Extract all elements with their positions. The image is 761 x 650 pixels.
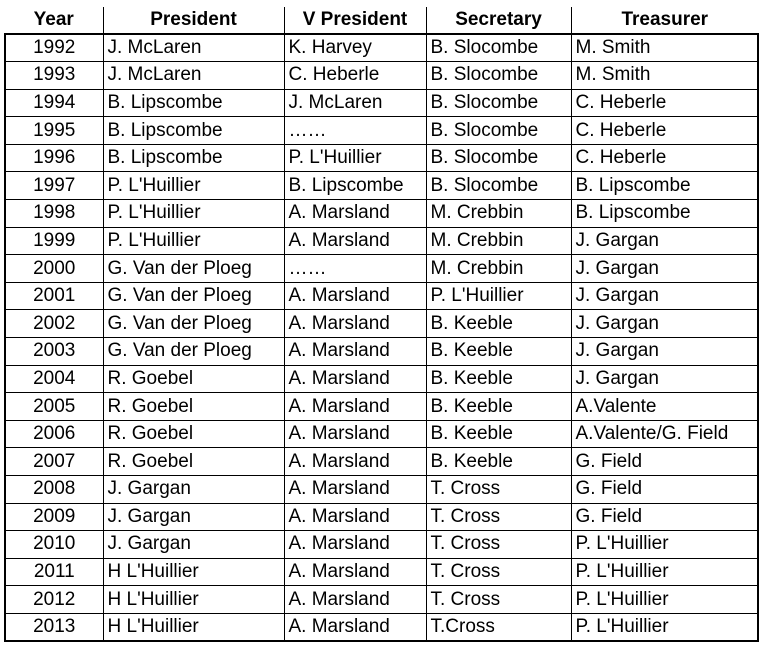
- year-cell: 1993: [5, 62, 103, 90]
- president-cell: J. Gargan: [103, 503, 284, 531]
- president-cell: G. Van der Ploeg: [103, 310, 284, 338]
- table-header: [5, 7, 758, 34]
- table-row: [5, 531, 758, 559]
- president-cell: B. Lipscombe: [103, 144, 284, 172]
- vice-president-cell: A. Marsland: [284, 338, 426, 366]
- table-row: [5, 200, 758, 228]
- year-cell: 2004: [5, 365, 103, 393]
- table-row: [5, 613, 758, 641]
- treasurer-cell: A.Valente/G. Field: [571, 420, 758, 448]
- table-row: [5, 448, 758, 476]
- president-cell: H L'Huillier: [103, 558, 284, 586]
- treasurer-cell: C. Heberle: [571, 117, 758, 145]
- year-cell: 2011: [5, 558, 103, 586]
- treasurer-cell: P. L'Huillier: [571, 558, 758, 586]
- vice-president-cell: A. Marsland: [284, 558, 426, 586]
- header-vice-president: V President: [284, 7, 426, 34]
- secretary-cell: B. Slocombe: [426, 117, 571, 145]
- table-row: [5, 255, 758, 283]
- vice-president-cell: J. McLaren: [284, 89, 426, 117]
- vice-president-cell: A. Marsland: [284, 393, 426, 421]
- treasurer-cell: P. L'Huillier: [571, 586, 758, 614]
- year-cell: 2003: [5, 338, 103, 366]
- vice-president-cell: ……: [284, 117, 426, 145]
- treasurer-cell: B. Lipscombe: [571, 172, 758, 200]
- secretary-cell: M. Crebbin: [426, 200, 571, 228]
- vice-president-cell: A. Marsland: [284, 476, 426, 504]
- secretary-cell: M. Crebbin: [426, 227, 571, 255]
- year-cell: 2010: [5, 531, 103, 559]
- treasurer-cell: P. L'Huillier: [571, 613, 758, 641]
- treasurer-cell: B. Lipscombe: [571, 200, 758, 228]
- president-cell: G. Van der Ploeg: [103, 338, 284, 366]
- year-cell: 1995: [5, 117, 103, 145]
- treasurer-cell: G. Field: [571, 503, 758, 531]
- treasurer-cell: C. Heberle: [571, 144, 758, 172]
- year-cell: 1996: [5, 144, 103, 172]
- president-cell: R. Goebel: [103, 420, 284, 448]
- treasurer-cell: A.Valente: [571, 393, 758, 421]
- vice-president-cell: A. Marsland: [284, 586, 426, 614]
- treasurer-cell: G. Field: [571, 476, 758, 504]
- secretary-cell: B. Slocombe: [426, 144, 571, 172]
- treasurer-cell: J. Gargan: [571, 255, 758, 283]
- vice-president-cell: A. Marsland: [284, 420, 426, 448]
- vice-president-cell: A. Marsland: [284, 310, 426, 338]
- header-secretary: Secretary: [426, 7, 571, 34]
- secretary-cell: M. Crebbin: [426, 255, 571, 283]
- year-cell: 2005: [5, 393, 103, 421]
- vice-president-cell: A. Marsland: [284, 200, 426, 228]
- treasurer-cell: G. Field: [571, 448, 758, 476]
- year-cell: 2000: [5, 255, 103, 283]
- secretary-cell: B. Slocombe: [426, 89, 571, 117]
- year-cell: 1999: [5, 227, 103, 255]
- president-cell: J. McLaren: [103, 62, 284, 90]
- secretary-cell: B. Keeble: [426, 365, 571, 393]
- table-row: [5, 503, 758, 531]
- table-row: [5, 144, 758, 172]
- year-cell: 2006: [5, 420, 103, 448]
- president-cell: B. Lipscombe: [103, 117, 284, 145]
- treasurer-cell: M. Smith: [571, 62, 758, 90]
- table-row: [5, 310, 758, 338]
- year-cell: 2012: [5, 586, 103, 614]
- year-cell: 2013: [5, 613, 103, 641]
- vice-president-cell: A. Marsland: [284, 282, 426, 310]
- president-cell: J. Gargan: [103, 476, 284, 504]
- treasurer-cell: P. L'Huillier: [571, 531, 758, 559]
- vice-president-cell: A. Marsland: [284, 531, 426, 559]
- officers-table: [4, 7, 759, 642]
- year-cell: 2002: [5, 310, 103, 338]
- president-cell: J. McLaren: [103, 34, 284, 62]
- president-cell: P. L'Huillier: [103, 227, 284, 255]
- vice-president-cell: K. Harvey: [284, 34, 426, 62]
- secretary-cell: P. L'Huillier: [426, 282, 571, 310]
- secretary-cell: B. Slocombe: [426, 34, 571, 62]
- treasurer-cell: M. Smith: [571, 34, 758, 62]
- secretary-cell: B. Keeble: [426, 338, 571, 366]
- vice-president-cell: P. L'Huillier: [284, 144, 426, 172]
- secretary-cell: T. Cross: [426, 476, 571, 504]
- secretary-cell: T. Cross: [426, 586, 571, 614]
- treasurer-cell: J. Gargan: [571, 365, 758, 393]
- table-row: [5, 586, 758, 614]
- table-row: [5, 338, 758, 366]
- secretary-cell: T. Cross: [426, 558, 571, 586]
- year-cell: 1997: [5, 172, 103, 200]
- president-cell: R. Goebel: [103, 365, 284, 393]
- table-row: [5, 393, 758, 421]
- table-row: [5, 89, 758, 117]
- table-row: [5, 117, 758, 145]
- president-cell: P. L'Huillier: [103, 172, 284, 200]
- vice-president-cell: A. Marsland: [284, 613, 426, 641]
- table-row: [5, 282, 758, 310]
- header-president: President: [103, 7, 284, 34]
- secretary-cell: B. Keeble: [426, 393, 571, 421]
- president-cell: R. Goebel: [103, 393, 284, 421]
- vice-president-cell: A. Marsland: [284, 365, 426, 393]
- treasurer-cell: J. Gargan: [571, 282, 758, 310]
- treasurer-cell: J. Gargan: [571, 227, 758, 255]
- header-year: Year: [5, 7, 103, 34]
- table-row: [5, 558, 758, 586]
- president-cell: R. Goebel: [103, 448, 284, 476]
- treasurer-cell: C. Heberle: [571, 89, 758, 117]
- president-cell: G. Van der Ploeg: [103, 255, 284, 283]
- vice-president-cell: C. Heberle: [284, 62, 426, 90]
- vice-president-cell: A. Marsland: [284, 503, 426, 531]
- president-cell: H L'Huillier: [103, 586, 284, 614]
- table-row: [5, 420, 758, 448]
- president-cell: P. L'Huillier: [103, 200, 284, 228]
- table-body: [5, 34, 758, 641]
- year-cell: 1992: [5, 34, 103, 62]
- year-cell: 2007: [5, 448, 103, 476]
- table-row: [5, 365, 758, 393]
- vice-president-cell: ……: [284, 255, 426, 283]
- year-cell: 2008: [5, 476, 103, 504]
- secretary-cell: B. Slocombe: [426, 172, 571, 200]
- year-cell: 2009: [5, 503, 103, 531]
- year-cell: 1998: [5, 200, 103, 228]
- header-row: [5, 7, 758, 34]
- year-cell: 2001: [5, 282, 103, 310]
- treasurer-cell: J. Gargan: [571, 310, 758, 338]
- secretary-cell: T.Cross: [426, 613, 571, 641]
- table-row: [5, 227, 758, 255]
- table-row: [5, 34, 758, 62]
- secretary-cell: B. Keeble: [426, 310, 571, 338]
- president-cell: J. Gargan: [103, 531, 284, 559]
- table-row: [5, 476, 758, 504]
- secretary-cell: T. Cross: [426, 531, 571, 559]
- president-cell: B. Lipscombe: [103, 89, 284, 117]
- president-cell: G. Van der Ploeg: [103, 282, 284, 310]
- header-treasurer: Treasurer: [571, 7, 758, 34]
- secretary-cell: B. Keeble: [426, 448, 571, 476]
- president-cell: H L'Huillier: [103, 613, 284, 641]
- treasurer-cell: J. Gargan: [571, 338, 758, 366]
- secretary-cell: T. Cross: [426, 503, 571, 531]
- secretary-cell: B. Slocombe: [426, 62, 571, 90]
- table-row: [5, 172, 758, 200]
- year-cell: 1994: [5, 89, 103, 117]
- secretary-cell: B. Keeble: [426, 420, 571, 448]
- vice-president-cell: A. Marsland: [284, 448, 426, 476]
- vice-president-cell: B. Lipscombe: [284, 172, 426, 200]
- table-row: [5, 62, 758, 90]
- vice-president-cell: A. Marsland: [284, 227, 426, 255]
